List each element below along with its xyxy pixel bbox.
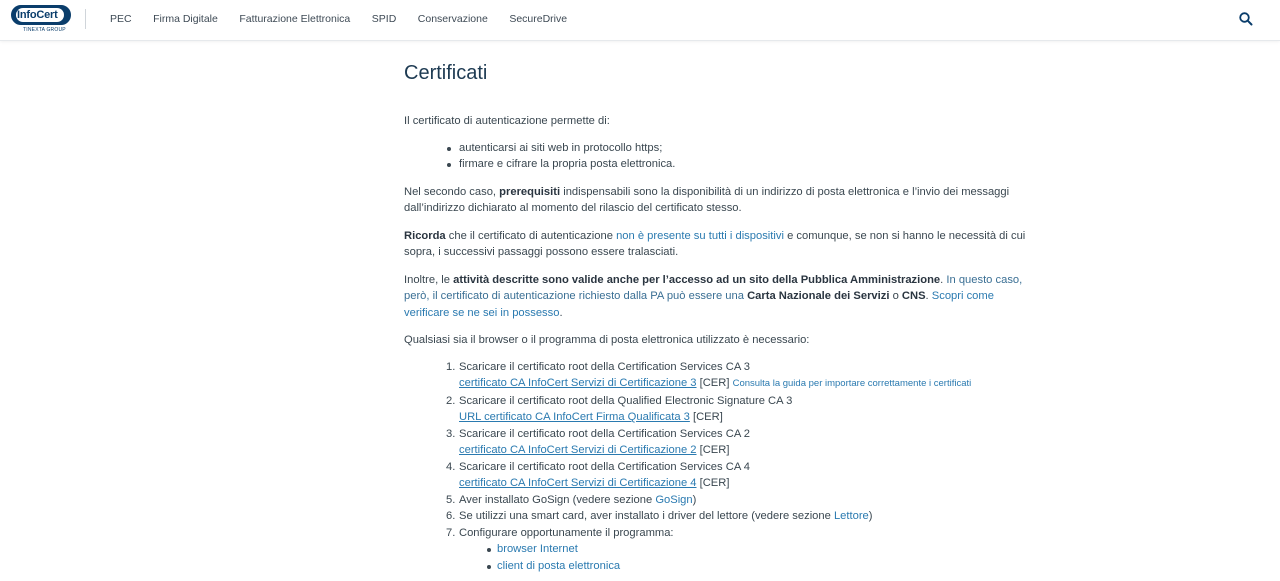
step-text: Scaricare il certificato root della Certification Services CA 3 [459,360,750,373]
cert-ca2-link[interactable]: certificato CA InfoCert Servizi di Certificazione 2 [459,444,697,456]
program-sublist [459,541,1029,574]
cert-qes-ca3-link[interactable]: URL certificato CA InfoCert Firma Qualificata 3 [459,411,690,423]
reminder-paragraph [404,228,1029,261]
step-number: 4. [446,460,456,473]
verify-cns-link[interactable]: Scopri come verificare se ne sei in possesso [404,290,994,319]
gosign-link[interactable]: GoSign [655,493,693,506]
cer-label: [CER] [689,411,723,423]
step-text: Scaricare il certificato root della Qualified Electronic Signature CA 3 [459,394,793,407]
devices-link[interactable]: non è presente su tutti i dispositivi [616,229,784,242]
search-button[interactable] [1238,11,1254,27]
step-item [446,492,1029,509]
nav-item-spid[interactable]: SPID [371,12,397,25]
text-span: indispensabili sono la disponibilità di un indirizzo di posta elettronica e l’invio dei messaggi dall’indirizzo dichiarato al momento del rilascio del certificato stesso. [404,185,1010,214]
nav-item-firma-digitale[interactable]: Firma Digitale [153,12,218,25]
import-guide-link[interactable]: Consulta la guida per importare correttamente i certificati [732,378,972,389]
text-span: . [925,290,932,302]
ricorda-bold: Ricorda [404,229,446,242]
step-text: Scaricare il certificato root della Certification Services CA 4 [459,460,750,473]
step-text: Scaricare il certificato root della Certification Services CA 2 [459,427,750,440]
email-client-link[interactable]: client di posta elettronica [497,559,621,572]
step-item [446,525,1029,575]
prerequisites-paragraph [404,184,1029,217]
step-number: 7. [446,526,456,539]
text-span: o [889,290,902,302]
list-item [497,558,1029,575]
prerequisiti-bold: prerequisiti [499,185,561,198]
steps-list [404,359,1029,575]
step-item [446,508,1029,525]
text-span: ) [868,510,873,522]
step-number: 3. [446,427,456,440]
nav-item-pec[interactable]: PEC [110,12,132,25]
pa-paragraph [404,272,1029,322]
step-item [446,459,1029,492]
cns-bold: Carta Nazionale dei Servizi [747,290,890,302]
step-item [446,393,1029,426]
step-number: 6. [446,510,456,522]
nav-item-fatturazione-elettronica[interactable]: Fatturazione Elettronica [239,12,351,25]
step-number: 5. [446,493,456,506]
cns-abbr-bold: CNS [901,290,926,302]
cer-label: [CER] [696,444,730,456]
text-span: ) [692,493,697,506]
nav-item-conservazione[interactable]: Conservazione [417,12,488,25]
text-span: . [559,306,563,319]
step-number: 1. [446,360,456,373]
infocert-logo[interactable] [11,5,73,35]
main-nav [110,0,589,37]
logo-subtitle: TINEXTA GROUP [23,27,66,33]
text-span: In questo caso, però, il certificato di autenticazione richiesto dalla PA può essere una [404,273,1023,302]
capabilities-list [404,140,1029,173]
list-item: autenticarsi ai siti web in protocollo https; [459,140,1029,157]
pa-bold: attività descritte sono valide anche per l’accesso ad un sito della Pubblica Amministrazione [453,273,941,286]
text-span: Nel secondo caso, [404,185,500,198]
cert-ca4-link[interactable]: certificato CA InfoCert Servizi di Certificazione 4 [459,477,697,489]
browser-internet-link[interactable]: browser Internet [497,543,578,555]
list-item: firmare e cifrare la propria posta elettronica. [459,156,1029,173]
text-span: e comunque, se non si hanno le necessità di cui sopra, i successivi passaggi possono essere tralasciati. [404,229,1026,258]
text-span: Inoltre, le [404,273,454,286]
page-title: Certificati [404,62,488,84]
step-text: Configurare opportunamente il programma: [459,526,674,539]
text-span: . [940,273,947,286]
step-item [446,359,1029,393]
intro-text: Il certificato di autenticazione permette di: [404,115,610,127]
nav-item-securedrive[interactable]: SecureDrive [509,12,568,25]
main-content [404,59,1029,574]
logo-text: InfoCert [17,9,58,21]
step-text: Aver installato GoSign (vedere sezione [459,493,656,506]
step-text: Se utilizzi una smart card, aver installato i driver del lettore (vedere sezione [459,510,834,522]
cer-label: [CER] [696,477,730,489]
requirements-intro: Qualsiasi sia il browser o il programma di posta elettronica utilizzato è necessario: [404,334,810,346]
nav-divider [85,9,86,29]
cer-label: [CER] [696,377,733,389]
lettore-link[interactable]: Lettore [833,510,869,522]
logo-badge [11,5,71,25]
step-number: 2. [446,394,456,407]
text-span: che il certificato di autenticazione [445,229,617,242]
step-item [446,426,1029,459]
list-item [497,541,1029,558]
top-navbar [0,0,1280,41]
cert-ca3-link[interactable]: certificato CA InfoCert Servizi di Certificazione 3 [459,377,697,389]
search-icon [1238,11,1254,27]
